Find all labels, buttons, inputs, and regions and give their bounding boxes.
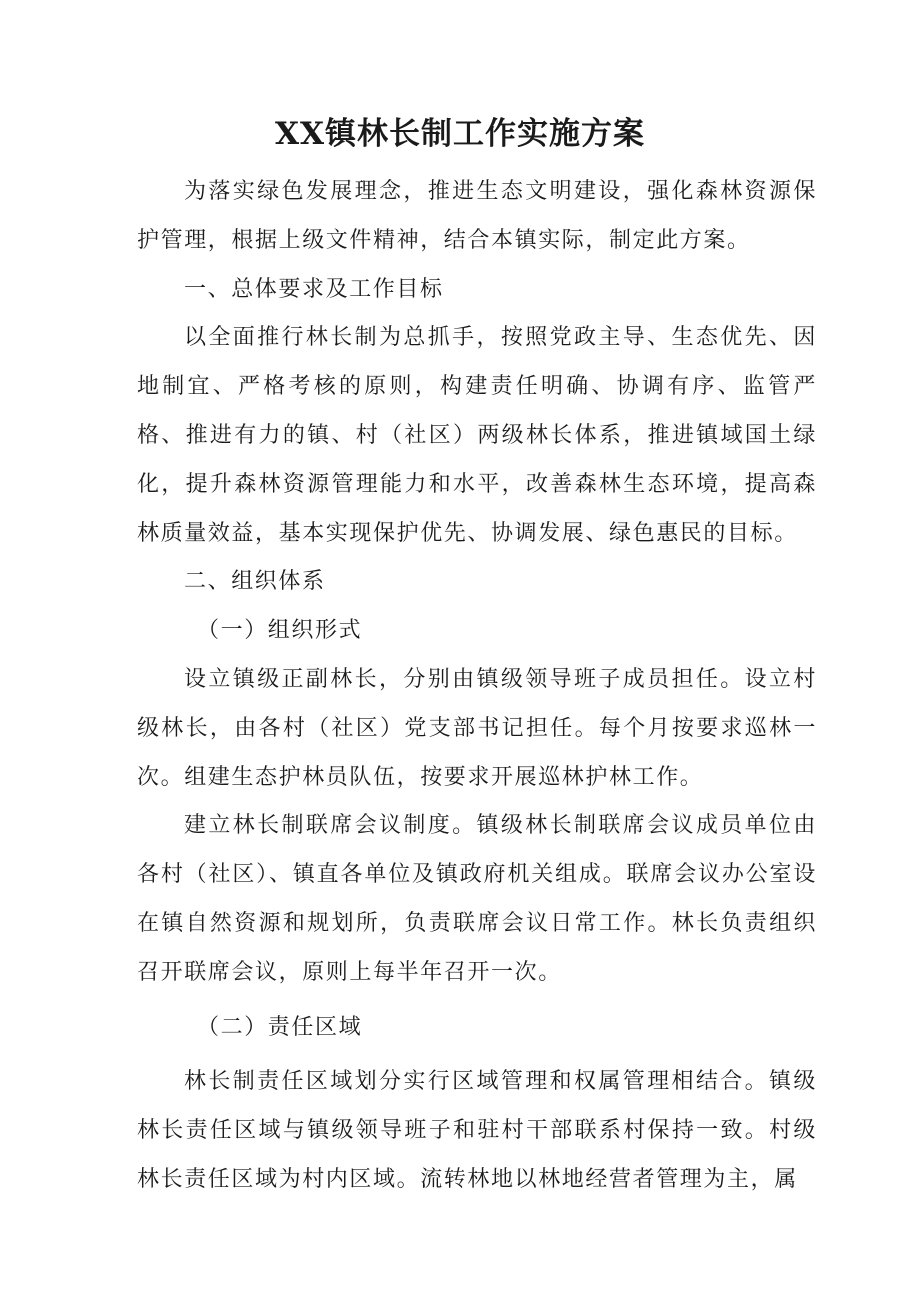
subsection-1-heading: （一）组织形式: [197, 618, 363, 644]
section-1-paragraph: 以全面推行林长制为总抓手，按照党政主导、生态优先、因地制宜、严格考核的原则，构建责任明确、协调有序、监管严格、推进有力的镇、村（社区）两级林长体系，推进镇域国土绿化，提升森林资源管理能力和水平，改善森林生态环境，提高森林质量效益，基本实现保护优先、协调发展、绿色惠民的目标。: [137, 325, 817, 546]
document-body: [137, 168, 817, 1205]
subsection-1-paragraph-1: 设立镇级正副林长，分别由镇级领导班子成员担任。设立村级林长，由各村（社区）党支部书记担任。每个月按要求巡林一次。组建生态护林员队伍，按要求开展巡林护林工作。: [137, 666, 817, 790]
subsection-2-heading: （二）责任区域: [197, 1014, 363, 1040]
section-2-heading: 二、组织体系: [184, 569, 326, 595]
subsection-1-paragraph-2: 建立林长制联席会议制度。镇级林长制联席会议成员单位由各村（社区）、镇直各单位及镇政府机关组成。联席会议办公室设在镇自然资源和规划所，负责联席会议日常工作。林长负责组织召开联席会议，原则上每半年召开一次。: [137, 813, 817, 985]
document-title: XX镇林长制工作实施方案: [274, 116, 646, 152]
intro-paragraph: 为落实绿色发展理念，推进生态文明建设，强化森林资源保护管理，根据上级文件精神，结合本镇实际，制定此方案。: [137, 179, 817, 253]
subsection-2-paragraph: 林长制责任区域划分实行区域管理和权属管理相结合。镇级林长责任区域与镇级领导班子和驻村干部联系村保持一致。村级林长责任区域为村内区域。流转林地以林地经营者管理为主，属: [137, 1069, 817, 1192]
section-1-heading: 一、总体要求及工作目标: [184, 276, 444, 302]
